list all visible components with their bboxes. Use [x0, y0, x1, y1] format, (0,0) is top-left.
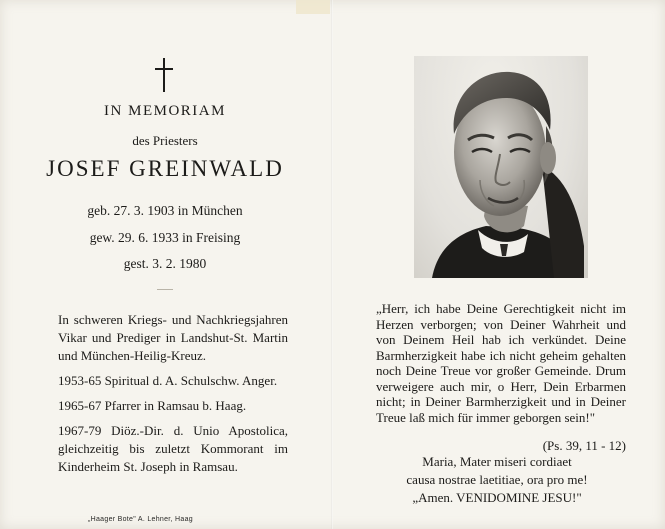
deceased-name: JOSEF GREINWALD [46, 156, 284, 181]
prayer-line: Maria, Mater miseri cordiaet [422, 454, 572, 469]
left-panel [0, 0, 330, 529]
biography-paragraph: In schweren Kriegs- und Nachkriegsjahren Vikar und Prediger in Landshut-St. Martin und München-Heilig-Kreuz. [58, 312, 288, 363]
prayer-line: „Amen. VENIDOMINE JESU!" [412, 490, 582, 505]
printer-imprint: „Haager Bote" A. Lehner, Haag [88, 516, 193, 523]
right-panel [334, 0, 665, 529]
psalm-quote: „Herr, ich habe Deine Gerechtigkeit nicht im Herzen verborgen; von Deiner Wahrheit und von Deinem Heil hab ich verkündet. Deine Barmherzigkeit habe ich nicht geheim gehalten noch Deine Treue vor großer Gemeinde. Drum verweigere auch mir, o Herr, Dein Erbarmen nicht; in Deiner Barmherzigkeit und in Deiner Treue laß mich für immer geborgen sein!" [376, 301, 626, 425]
divider [157, 289, 173, 290]
card-fold [331, 0, 333, 529]
biography-paragraph: 1965-67 Pfarrer in Ramsau b. Haag. [58, 398, 247, 413]
biography-paragraph: 1953-65 Spiritual d. A. Schulschw. Anger. [58, 373, 278, 388]
prayer-line: causa nostrae laetitiae, ora pro me! [406, 472, 588, 487]
cross-icon [154, 58, 174, 92]
ordination-line: gew. 29. 6. 1933 in Freising [89, 230, 241, 245]
birth-line: geb. 27. 3. 1903 in München [87, 203, 243, 218]
portrait-photo [414, 56, 588, 278]
psalm-reference: (Ps. 39, 11 - 12) [542, 438, 626, 453]
priest-subheading: des Priesters [132, 133, 198, 148]
biography-paragraph: 1967-79 Diöz.-Dir. d. Unio Apostolica, gleichzeitig bis zuletzt Kommorant im Kinderheim St. Joseph in Ramsau. [58, 423, 288, 474]
death-line: gest. 3. 2. 1980 [123, 256, 207, 271]
memoriam-heading: IN MEMORIAM [104, 103, 226, 119]
